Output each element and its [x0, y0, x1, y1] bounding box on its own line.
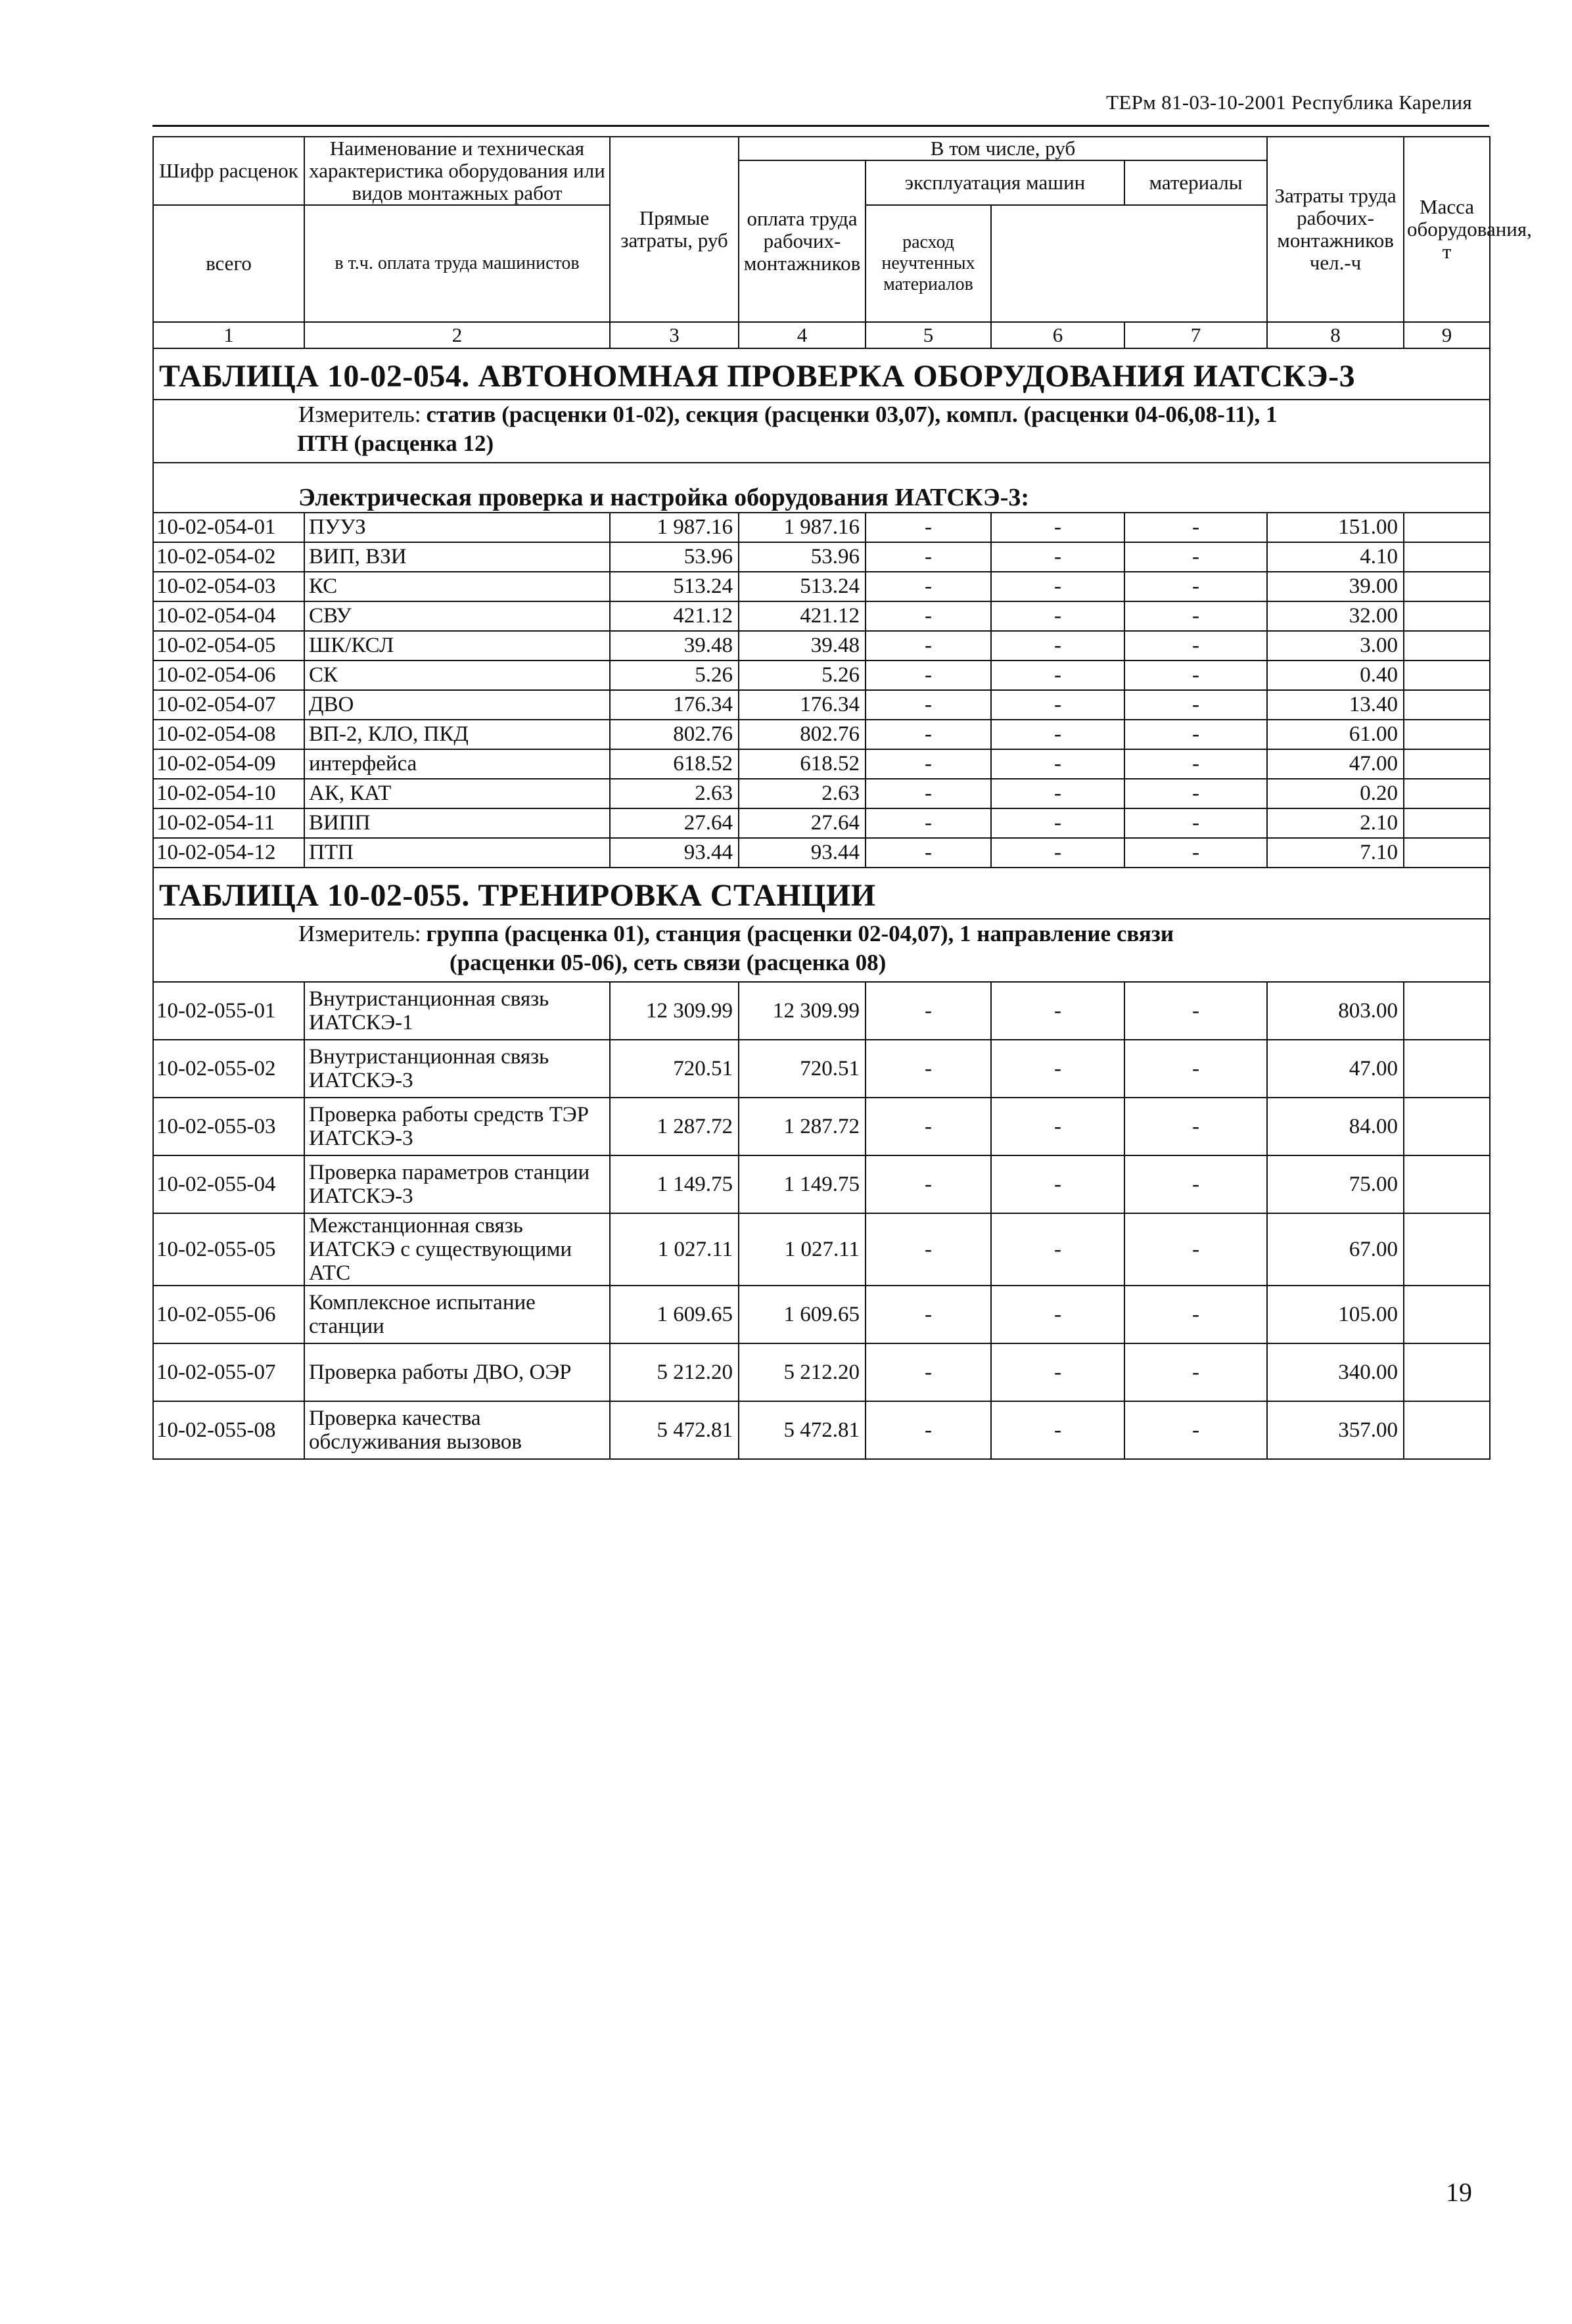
labor-hours-value: 151.00 [1267, 513, 1404, 542]
column-number: 9 [1404, 322, 1490, 348]
table1-body [153, 513, 1490, 868]
measure-label: Измеритель: [298, 920, 421, 946]
rate-name: ВИП, ВЗИ [304, 542, 610, 572]
column-number: 5 [866, 322, 991, 348]
machinist-pay-value: - [991, 1213, 1124, 1286]
machine-total-value: - [866, 1098, 991, 1155]
table-row [153, 690, 1490, 720]
labor-hours-value: 0.40 [1267, 661, 1404, 690]
running-header: ТЕРм 81-03-10-2001 Республика Карелия [1106, 91, 1472, 114]
machine-total-value: - [866, 982, 991, 1040]
labor-pay-value: 421.12 [739, 601, 866, 631]
rate-code: 10-02-055-04 [153, 1155, 304, 1213]
labor-hours-value: 357.00 [1267, 1401, 1404, 1459]
table-row [153, 1213, 1490, 1286]
table-row [153, 808, 1490, 838]
column-numbers-row [153, 322, 1490, 348]
table-row [153, 631, 1490, 661]
labor-hours-value: 803.00 [1267, 982, 1404, 1040]
labor-pay-value: 93.44 [739, 838, 866, 868]
table-row [153, 542, 1490, 572]
table-row [153, 838, 1490, 868]
labor-pay-value: 1 287.72 [739, 1098, 866, 1155]
rate-name: ВИПП [304, 808, 610, 838]
machinist-pay-value: - [991, 779, 1124, 808]
machine-total-value: - [866, 1286, 991, 1343]
rate-name: Проверка работы ДВО, ОЭР [304, 1343, 610, 1401]
direct-costs-value: 1 027.11 [610, 1213, 739, 1286]
machine-total-value: - [866, 808, 991, 838]
rate-code: 10-02-054-03 [153, 572, 304, 601]
materials-value: - [1124, 661, 1267, 690]
table-row [153, 1401, 1490, 1459]
measure-text-continued: ПТН (расценка 12) [297, 430, 494, 456]
table-row [153, 1343, 1490, 1401]
table1-subtitle: Электрическая проверка и настройка оборудования ИАТСКЭ-3: [153, 463, 1490, 513]
machine-total-value: - [866, 838, 991, 868]
equipment-mass-value [1404, 661, 1490, 690]
materials-value: - [1124, 779, 1267, 808]
rate-code: 10-02-055-07 [153, 1343, 304, 1401]
machine-total-value: - [866, 1213, 991, 1286]
rate-code: 10-02-055-06 [153, 1286, 304, 1343]
equipment-mass-value [1404, 720, 1490, 749]
rate-name: СК [304, 661, 610, 690]
direct-costs-value: 802.76 [610, 720, 739, 749]
machinist-pay-value: - [991, 1155, 1124, 1213]
measure-text: статив (расценки 01-02), секция (расценки 03,07), компл. (расценки 04-06,08-11), 1 [426, 401, 1278, 427]
rate-name: ПТП [304, 838, 610, 868]
machinist-pay-value: - [991, 572, 1124, 601]
machinist-pay-value: - [991, 601, 1124, 631]
table-row [153, 513, 1490, 542]
rate-code: 10-02-054-06 [153, 661, 304, 690]
labor-hours-value: 75.00 [1267, 1155, 1404, 1213]
machine-total-value: - [866, 749, 991, 779]
machinist-pay-value: - [991, 1343, 1124, 1401]
labor-hours-value: 13.40 [1267, 690, 1404, 720]
rate-code: 10-02-055-01 [153, 982, 304, 1040]
equipment-mass-value [1404, 1213, 1490, 1286]
column-number: 4 [739, 322, 866, 348]
direct-costs-value: 513.24 [610, 572, 739, 601]
rate-code: 10-02-054-05 [153, 631, 304, 661]
table2-measure [153, 919, 1490, 982]
labor-hours-value: 105.00 [1267, 1286, 1404, 1343]
direct-costs-value: 618.52 [610, 749, 739, 779]
direct-costs-value: 12 309.99 [610, 982, 739, 1040]
equipment-mass-value [1404, 982, 1490, 1040]
rate-name: ДВО [304, 690, 610, 720]
labor-pay-value: 5 212.20 [739, 1343, 866, 1401]
table-row [153, 1155, 1490, 1213]
header-materials: материалы [1124, 160, 1267, 205]
direct-costs-value: 39.48 [610, 631, 739, 661]
direct-costs-value: 5.26 [610, 661, 739, 690]
rate-code: 10-02-055-03 [153, 1098, 304, 1155]
labor-hours-value: 32.00 [1267, 601, 1404, 631]
table-row [153, 601, 1490, 631]
rate-name: СВУ [304, 601, 610, 631]
header-rule [152, 125, 1489, 127]
materials-value: - [1124, 513, 1267, 542]
direct-costs-value: 1 287.72 [610, 1098, 739, 1155]
rate-code: 10-02-055-08 [153, 1401, 304, 1459]
direct-costs-value: 93.44 [610, 838, 739, 868]
machine-total-value: - [866, 631, 991, 661]
labor-hours-value: 47.00 [1267, 1040, 1404, 1098]
table-row [153, 720, 1490, 749]
price-table [152, 136, 1532, 1460]
rate-name: Комплексное испытание станции [304, 1286, 610, 1343]
labor-hours-value: 84.00 [1267, 1098, 1404, 1155]
header-including: В том числе, руб [739, 137, 1267, 160]
header-equipment-mass: Масса оборудования, т [1404, 137, 1490, 322]
machine-total-value: - [866, 1155, 991, 1213]
column-number: 1 [153, 322, 304, 348]
materials-value: - [1124, 838, 1267, 868]
labor-pay-value: 5.26 [739, 661, 866, 690]
measure-text: группа (расценка 01), станция (расценки 02-04,07), 1 направление связи [426, 920, 1174, 946]
rate-code: 10-02-054-12 [153, 838, 304, 868]
column-number: 6 [991, 322, 1124, 348]
header-name-tech: Наименование и техническая характеристика оборудования или видов монтажных работ [304, 137, 610, 205]
equipment-mass-value [1404, 542, 1490, 572]
page-number: 19 [1446, 2177, 1472, 2207]
rate-name: интерфейса [304, 749, 610, 779]
direct-costs-value: 2.63 [610, 779, 739, 808]
table-row [153, 1040, 1490, 1098]
rate-code: 10-02-054-11 [153, 808, 304, 838]
labor-pay-value: 12 309.99 [739, 982, 866, 1040]
equipment-mass-value [1404, 1401, 1490, 1459]
machinist-pay-value: - [991, 631, 1124, 661]
materials-value: - [1124, 601, 1267, 631]
machine-total-value: - [866, 572, 991, 601]
column-number: 7 [1124, 322, 1267, 348]
machine-total-value: - [866, 542, 991, 572]
machinist-pay-value: - [991, 982, 1124, 1040]
materials-value: - [1124, 572, 1267, 601]
measure-text-continued: (расценки 05-06), сеть связи (расценка 08) [450, 949, 887, 975]
machinist-pay-value: - [991, 661, 1124, 690]
materials-value: - [1124, 1155, 1267, 1213]
labor-pay-value: 5 472.81 [739, 1401, 866, 1459]
table-row [153, 661, 1490, 690]
equipment-mass-value [1404, 572, 1490, 601]
machinist-pay-value: - [991, 690, 1124, 720]
column-number: 3 [610, 322, 739, 348]
header-labor-pay: оплата труда рабочих-монтажников [739, 160, 866, 322]
labor-pay-value: 27.64 [739, 808, 866, 838]
labor-hours-value: 47.00 [1267, 749, 1404, 779]
machinist-pay-value: - [991, 838, 1124, 868]
materials-value: - [1124, 808, 1267, 838]
equipment-mass-value [1404, 1040, 1490, 1098]
machine-total-value: - [866, 1401, 991, 1459]
rate-code: 10-02-054-02 [153, 542, 304, 572]
column-number: 8 [1267, 322, 1404, 348]
machine-total-value: - [866, 720, 991, 749]
labor-pay-value: 618.52 [739, 749, 866, 779]
machinist-pay-value: - [991, 1286, 1124, 1343]
machinist-pay-value: - [991, 720, 1124, 749]
table-row [153, 1098, 1490, 1155]
equipment-mass-value [1404, 1286, 1490, 1343]
labor-pay-value: 39.48 [739, 631, 866, 661]
header-machine-operation: эксплуатация машин [866, 160, 1124, 205]
equipment-mass-value [1404, 690, 1490, 720]
equipment-mass-value [1404, 808, 1490, 838]
rate-name: АК, КАТ [304, 779, 610, 808]
rate-name: Проверка параметров станции ИАТСКЭ-3 [304, 1155, 610, 1213]
machine-total-value: - [866, 1343, 991, 1401]
materials-value: - [1124, 631, 1267, 661]
labor-pay-value: 1 149.75 [739, 1155, 866, 1213]
equipment-mass-value [1404, 631, 1490, 661]
materials-value: - [1124, 1343, 1267, 1401]
materials-value: - [1124, 690, 1267, 720]
rate-name: Межстанционная связь ИАТСКЭ с существующими АТС [304, 1213, 610, 1286]
machine-total-value: - [866, 513, 991, 542]
table-row [153, 982, 1490, 1040]
table-row [153, 749, 1490, 779]
table2-title: ТАБЛИЦА 10-02-055. ТРЕНИРОВКА СТАНЦИИ [153, 868, 1490, 919]
materials-value: - [1124, 749, 1267, 779]
materials-value: - [1124, 982, 1267, 1040]
machine-total-value: - [866, 1040, 991, 1098]
equipment-mass-value [1404, 779, 1490, 808]
rate-code: 10-02-054-09 [153, 749, 304, 779]
direct-costs-value: 1 609.65 [610, 1286, 739, 1343]
labor-pay-value: 176.34 [739, 690, 866, 720]
machinist-pay-value: - [991, 1098, 1124, 1155]
table1-measure [153, 400, 1490, 463]
materials-value: - [1124, 1213, 1267, 1286]
table-row [153, 1286, 1490, 1343]
machine-total-value: - [866, 601, 991, 631]
direct-costs-value: 27.64 [610, 808, 739, 838]
header-labor-costs: Затраты труда рабочих-монтажников чел.-ч [1267, 137, 1404, 322]
header-direct-costs: Прямые затраты, руб [610, 137, 739, 322]
rate-code: 10-02-054-01 [153, 513, 304, 542]
machine-total-value: - [866, 690, 991, 720]
rate-name: Внутристанционная связь ИАТСКЭ-1 [304, 982, 610, 1040]
price-table-sheet [152, 136, 1532, 1460]
header-incl-machinist-pay: в т.ч. оплата труда машинистов [304, 205, 610, 322]
rate-name: Проверка качества обслуживания вызовов [304, 1401, 610, 1459]
machinist-pay-value: - [991, 542, 1124, 572]
direct-costs-value: 1 149.75 [610, 1155, 739, 1213]
equipment-mass-value [1404, 513, 1490, 542]
labor-pay-value: 720.51 [739, 1040, 866, 1098]
labor-hours-value: 0.20 [1267, 779, 1404, 808]
header-unaccounted-materials: расход неучтенных материалов [866, 205, 991, 322]
labor-hours-value: 39.00 [1267, 572, 1404, 601]
labor-hours-value: 340.00 [1267, 1343, 1404, 1401]
equipment-mass-value [1404, 1155, 1490, 1213]
equipment-mass-value [1404, 749, 1490, 779]
table2-body [153, 982, 1490, 1459]
direct-costs-value: 5 472.81 [610, 1401, 739, 1459]
rate-name: Внутристанционная связь ИАТСКЭ-3 [304, 1040, 610, 1098]
direct-costs-value: 421.12 [610, 601, 739, 631]
machine-total-value: - [866, 661, 991, 690]
labor-pay-value: 2.63 [739, 779, 866, 808]
machinist-pay-value: - [991, 749, 1124, 779]
table1-title: ТАБЛИЦА 10-02-054. АВТОНОМНАЯ ПРОВЕРКА ОБОРУДОВАНИЯ ИАТСКЭ-3 [153, 348, 1490, 400]
equipment-mass-value [1404, 838, 1490, 868]
rate-name: ШК/КСЛ [304, 631, 610, 661]
rate-name: ПУУЗ [304, 513, 610, 542]
column-number: 2 [304, 322, 610, 348]
materials-value: - [1124, 1401, 1267, 1459]
rate-code: 10-02-054-08 [153, 720, 304, 749]
table-row [153, 572, 1490, 601]
rate-code: 10-02-055-02 [153, 1040, 304, 1098]
rate-code: 10-02-054-07 [153, 690, 304, 720]
labor-pay-value: 1 027.11 [739, 1213, 866, 1286]
header-total: всего [153, 205, 304, 322]
labor-hours-value: 67.00 [1267, 1213, 1404, 1286]
labor-hours-value: 3.00 [1267, 631, 1404, 661]
header-cipher: Шифр расценок [153, 137, 304, 205]
direct-costs-value: 176.34 [610, 690, 739, 720]
machinist-pay-value: - [991, 808, 1124, 838]
labor-hours-value: 61.00 [1267, 720, 1404, 749]
materials-value: - [1124, 1286, 1267, 1343]
rate-name: Проверка работы средств ТЭР ИАТСКЭ-3 [304, 1098, 610, 1155]
materials-value: - [1124, 542, 1267, 572]
rate-code: 10-02-054-10 [153, 779, 304, 808]
rate-code: 10-02-054-04 [153, 601, 304, 631]
labor-pay-value: 802.76 [739, 720, 866, 749]
labor-pay-value: 513.24 [739, 572, 866, 601]
rate-name: ВП-2, КЛО, ПКД [304, 720, 610, 749]
machinist-pay-value: - [991, 1401, 1124, 1459]
materials-value: - [1124, 1040, 1267, 1098]
labor-pay-value: 53.96 [739, 542, 866, 572]
materials-value: - [1124, 1098, 1267, 1155]
labor-pay-value: 1 609.65 [739, 1286, 866, 1343]
equipment-mass-value [1404, 1098, 1490, 1155]
machinist-pay-value: - [991, 513, 1124, 542]
machinist-pay-value: - [991, 1040, 1124, 1098]
equipment-mass-value [1404, 1343, 1490, 1401]
equipment-mass-value [1404, 601, 1490, 631]
labor-hours-value: 4.10 [1267, 542, 1404, 572]
direct-costs-value: 1 987.16 [610, 513, 739, 542]
direct-costs-value: 720.51 [610, 1040, 739, 1098]
materials-value: - [1124, 720, 1267, 749]
direct-costs-value: 5 212.20 [610, 1343, 739, 1401]
rate-code: 10-02-055-05 [153, 1213, 304, 1286]
labor-hours-value: 7.10 [1267, 838, 1404, 868]
machine-total-value: - [866, 779, 991, 808]
rate-name: КС [304, 572, 610, 601]
labor-hours-value: 2.10 [1267, 808, 1404, 838]
labor-pay-value: 1 987.16 [739, 513, 866, 542]
direct-costs-value: 53.96 [610, 542, 739, 572]
table-row [153, 779, 1490, 808]
measure-label: Измеритель: [298, 401, 421, 427]
